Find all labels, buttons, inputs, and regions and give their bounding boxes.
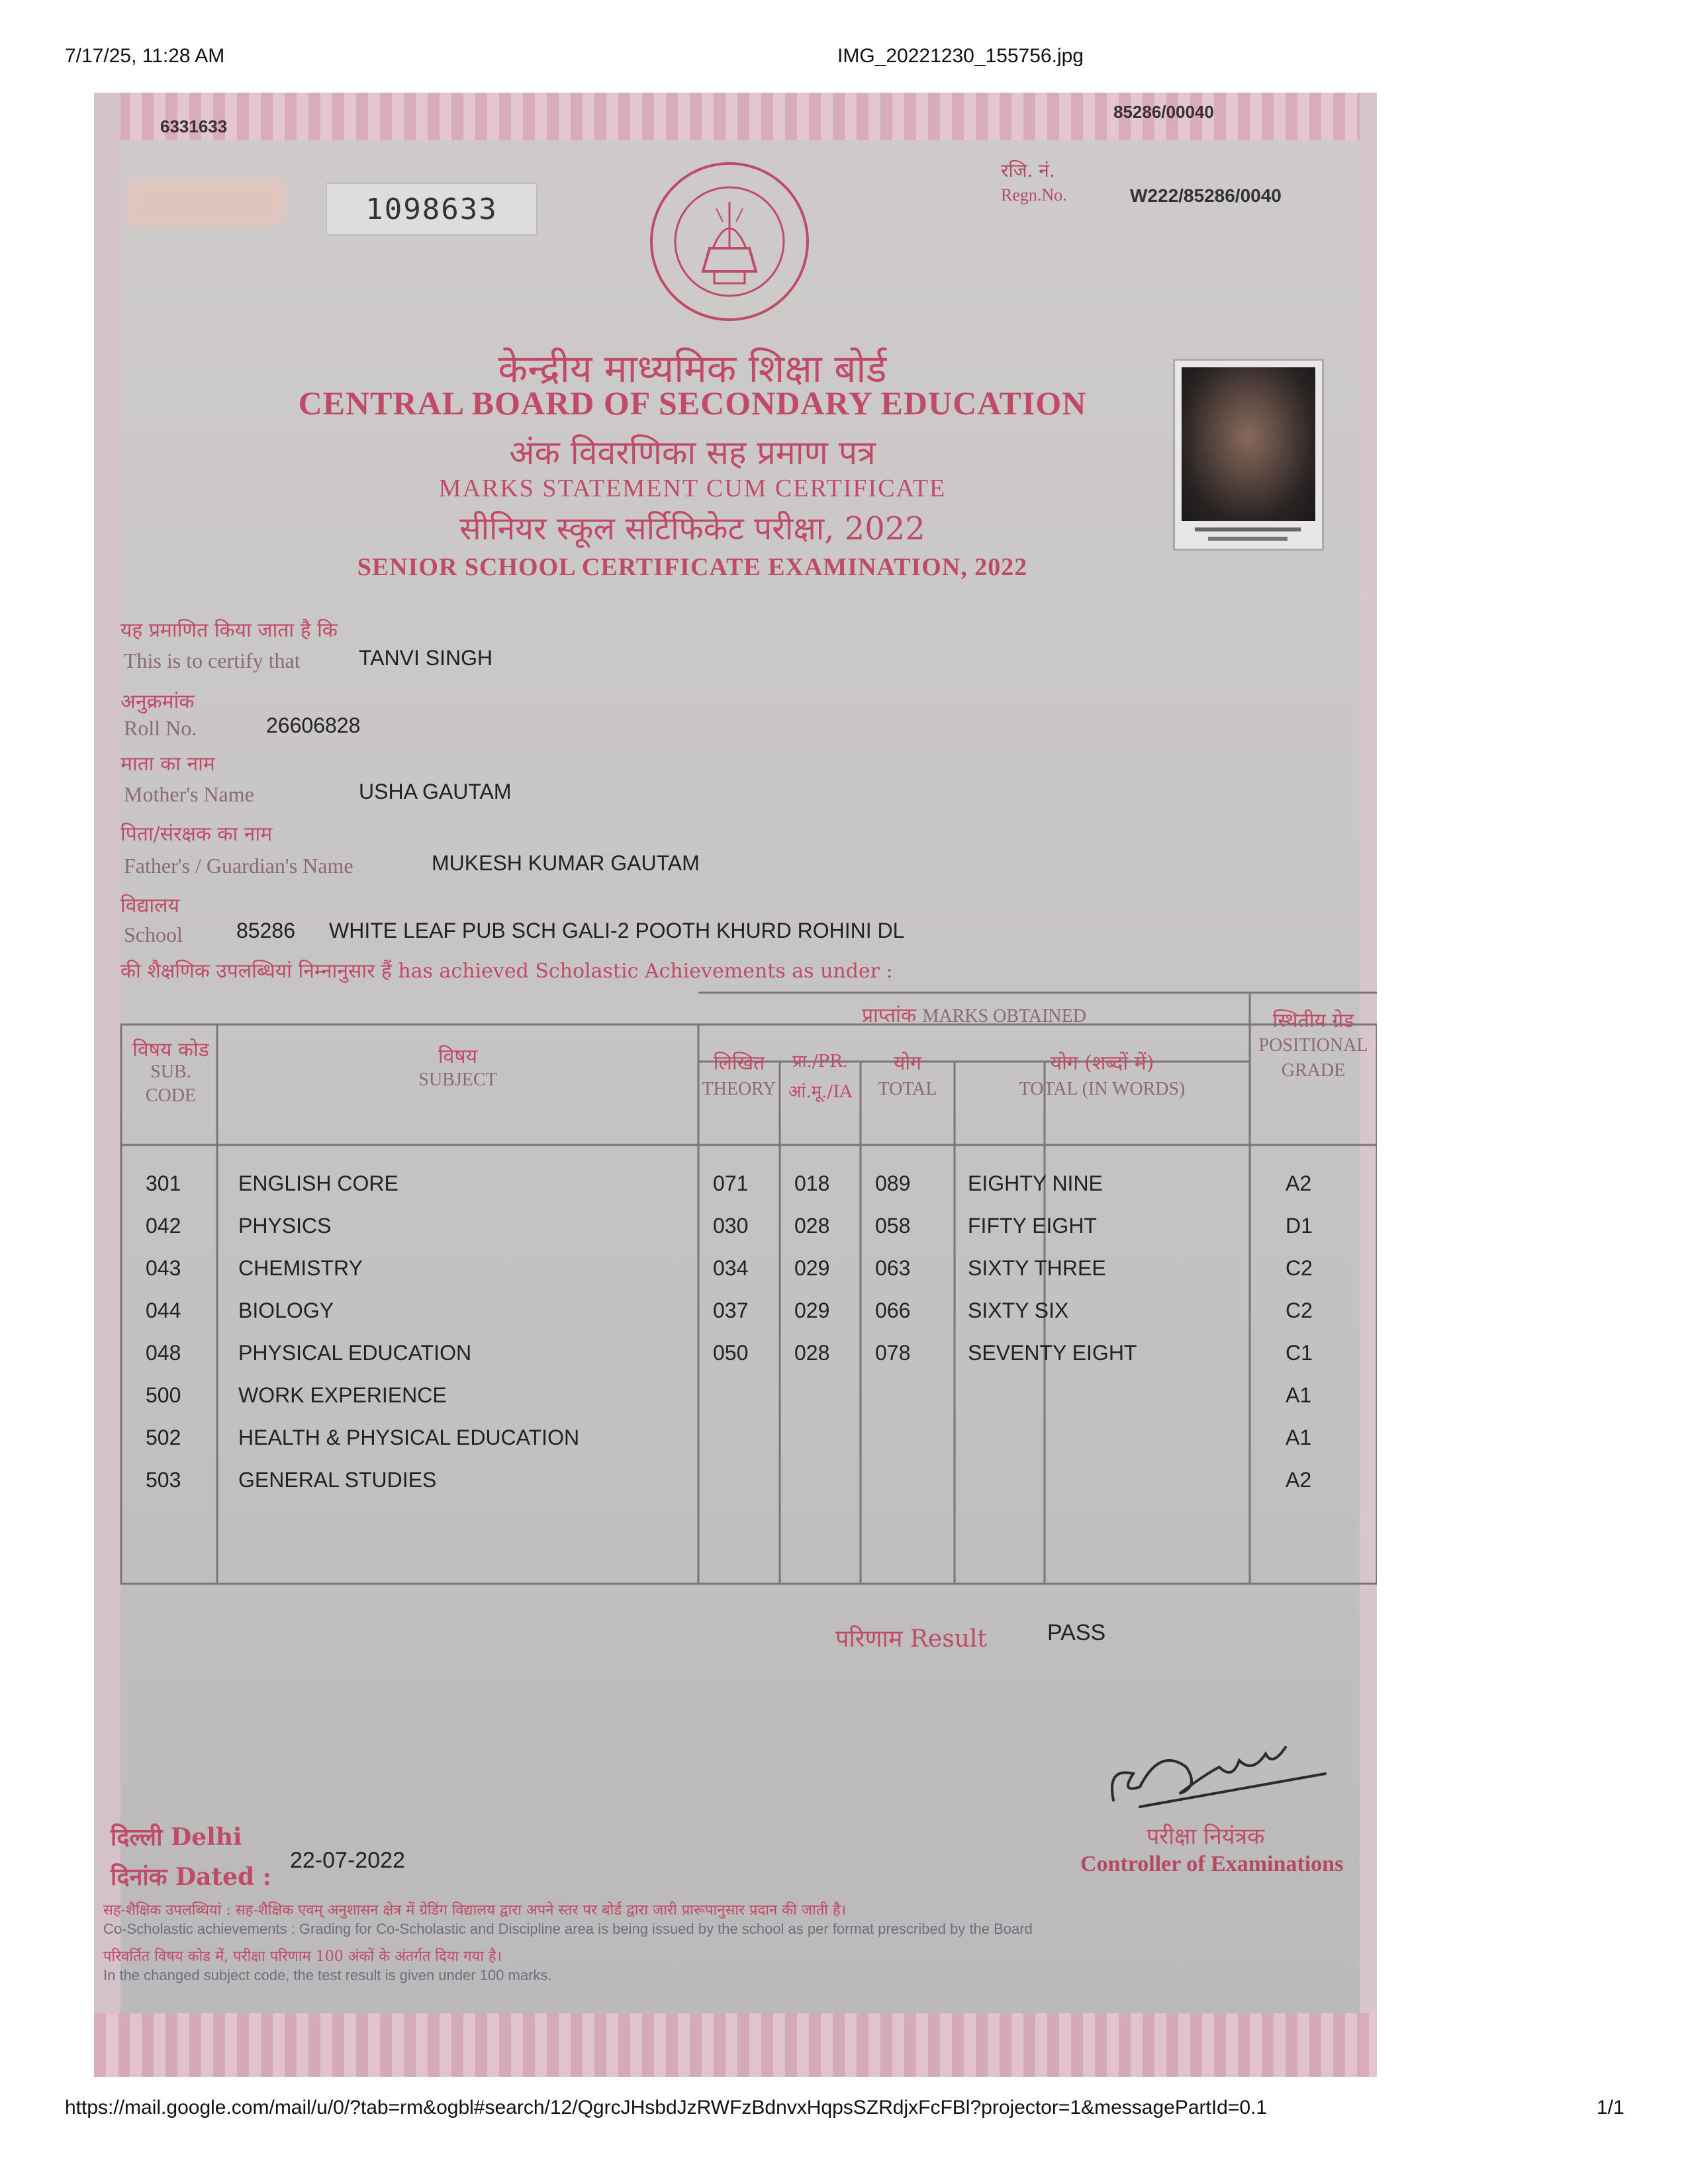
header-practical-line2: आं.मू./IA	[788, 1082, 853, 1102]
subject-code: 042	[146, 1214, 181, 1238]
total-in-words: SIXTY THREE	[968, 1256, 1106, 1280]
total-marks: 058	[875, 1214, 911, 1238]
place: दिल्ली Delhi	[111, 1823, 242, 1851]
print-page-number: 1/1	[1597, 2097, 1624, 2118]
header-code-hindi: विषय कोड	[132, 1038, 209, 1062]
roll-label: Roll No.	[124, 716, 197, 740]
achievements-line: की शैक्षणिक उपलब्धियां निम्नानुसार हैं has achieved Scholastic Achievements as under :	[120, 960, 893, 983]
note-changed-code: In the changed subject code, the test result is given under 100 marks.	[103, 1967, 552, 1983]
header-grade-hindi: स्थितीय ग्रेड	[1272, 1009, 1354, 1032]
note-coscholastic: Co-Scholastic achievements : Grading for Co-Scholastic and Discipline area is being issued by the school as per format prescribed by the Board	[103, 1921, 1033, 1937]
photo-caption-line	[1195, 527, 1301, 531]
positional-grade: C2	[1286, 1298, 1313, 1322]
mother-label: Mother's Name	[124, 782, 254, 806]
serial-number-top-left: 6331633	[160, 116, 228, 136]
positional-grade: C1	[1286, 1341, 1313, 1365]
total-in-words: EIGHTY NINE	[968, 1171, 1103, 1195]
practical-marks: 028	[794, 1214, 830, 1238]
positional-grade: A1	[1286, 1426, 1312, 1449]
subject-code: 043	[146, 1256, 181, 1280]
header-total: TOTAL	[878, 1079, 937, 1099]
header-words-hindi: योग (शब्दों में)	[1050, 1052, 1154, 1075]
school-name: WHITE LEAF PUB SCH GALI-2 POOTH KHURD ROHINI DL	[329, 919, 905, 942]
header-marks-obtained	[698, 1001, 1250, 1028]
positional-grade: A2	[1286, 1468, 1312, 1492]
positional-grade: C2	[1286, 1256, 1313, 1280]
subject-code: 502	[146, 1426, 181, 1449]
candidate-photo	[1173, 359, 1324, 551]
header-marks: MARKS OBTAINED	[922, 1006, 1086, 1026]
date-value: 22-07-2022	[290, 1848, 405, 1873]
serial-number-top-right: 85286/00040	[1113, 102, 1214, 122]
dated-label: दिनांक Dated :	[111, 1863, 271, 1891]
theory-marks: 030	[713, 1214, 749, 1238]
subject-name: GENERAL STUDIES	[238, 1468, 437, 1492]
cbse-emblem-icon	[640, 156, 819, 341]
candidate-name: TANVI SINGH	[359, 646, 493, 670]
subject-name: PHYSICAL EDUCATION	[238, 1341, 472, 1365]
header-theory-hindi: लिखित	[713, 1052, 765, 1075]
subject-name: CHEMISTRY	[238, 1256, 363, 1280]
regn-label-hindi: रजि. नं.	[1001, 159, 1055, 181]
theory-marks: 050	[713, 1341, 749, 1365]
subject-code: 503	[146, 1468, 181, 1492]
subject-code: 301	[146, 1171, 181, 1195]
candidate-portrait	[1182, 367, 1315, 521]
board-name-hindi: केन्द्रीय माध्यमिक शिक्षा बोर्ड	[498, 346, 887, 391]
subject-name: BIOLOGY	[238, 1298, 334, 1322]
father-label: Father's / Guardian's Name	[124, 854, 353, 878]
subject-name: PHYSICS	[238, 1214, 332, 1238]
controller-label-hindi: परीक्षा नियंत्रक	[1147, 1823, 1265, 1850]
header-total-hindi: योग	[893, 1052, 922, 1075]
school-label: School	[124, 923, 183, 946]
note-coscholastic-hindi: सह-शैक्षिक उपलब्धियां : सह-शैक्षिक एवम् अनुशासन क्षेत्र में ग्रेडिंग विद्यालय द्वारा अपने स्तर पर बोर्ड द्वारा जारी प्रारूपानुसार प्रदान की जाती है।	[103, 1902, 846, 1919]
total-marks: 078	[875, 1341, 911, 1365]
header-code-line1: SUB.	[150, 1062, 191, 1082]
subject-code: 048	[146, 1341, 181, 1365]
header-subject-hindi: विषय	[438, 1045, 478, 1068]
subject-code: 500	[146, 1383, 181, 1407]
header-marks-hindi: प्राप्तांक	[862, 1004, 916, 1027]
certificate-number: 1098633	[326, 183, 538, 236]
header-theory: THEORY	[702, 1079, 776, 1099]
regn-number: W222/85286/0040	[1130, 185, 1282, 206]
total-in-words: SEVENTY EIGHT	[968, 1341, 1137, 1365]
print-url: https://mail.google.com/mail/u/0/?tab=rm&ogbl#search/12/QgrcJHsbdJzRWFzBdnvxHqpsSZRdjxFcFBl?projector=1&messagePartId=0.1	[65, 2097, 1268, 2118]
mother-name: USHA GAUTAM	[359, 780, 512, 803]
theory-marks: 071	[713, 1171, 749, 1195]
header-grade-line2: GRADE	[1281, 1060, 1346, 1081]
header-practical-line1: प्रा./PR.	[792, 1052, 848, 1071]
total-marks: 089	[875, 1171, 911, 1195]
print-footer	[0, 2097, 1688, 2123]
subject-name: HEALTH & PHYSICAL EDUCATION	[238, 1426, 580, 1449]
positional-grade: D1	[1286, 1214, 1313, 1238]
total-in-words: FIFTY EIGHT	[968, 1214, 1097, 1238]
mother-label-hindi: माता का नाम	[120, 752, 215, 776]
father-label-hindi: पिता/संरक्षक का नाम	[120, 823, 273, 846]
roll-number: 26606828	[266, 713, 361, 737]
practical-marks: 028	[794, 1341, 830, 1365]
theory-marks: 037	[713, 1298, 749, 1322]
document-type-hindi: अंक विवरणिका सह प्रमाण पत्र	[509, 433, 876, 472]
regn-label: Regn.No.	[1001, 185, 1067, 205]
practical-marks: 018	[794, 1171, 830, 1195]
positional-grade: A2	[1286, 1171, 1312, 1195]
header-grade-line1: POSITIONAL	[1258, 1035, 1368, 1056]
document-type: MARKS STATEMENT CUM CERTIFICATE	[438, 475, 947, 502]
positional-grade: A1	[1286, 1383, 1312, 1407]
header-code-line2: CODE	[145, 1085, 197, 1106]
redacted-area	[127, 179, 286, 225]
photo-caption-line	[1208, 537, 1288, 541]
exam-name: SENIOR SCHOOL CERTIFICATE EXAMINATION, 2022	[357, 553, 1028, 581]
subject-name: ENGLISH CORE	[238, 1171, 399, 1195]
certify-label-hindi: यह प्रमाणित किया जाता है कि	[120, 619, 338, 642]
theory-marks: 034	[713, 1256, 749, 1280]
practical-marks: 029	[794, 1298, 830, 1322]
subject-name: WORK EXPERIENCE	[238, 1383, 447, 1407]
roll-label-hindi: अनुक्रमांक	[120, 690, 195, 713]
controller-label: Controller of Examinations	[1080, 1852, 1344, 1876]
certificate-photo	[94, 93, 1377, 2077]
total-marks: 066	[875, 1298, 911, 1322]
controller-signature-icon	[1100, 1727, 1338, 1820]
header-words: TOTAL (IN WORDS)	[1019, 1079, 1186, 1099]
decorative-border-bottom	[94, 2013, 1377, 2077]
subject-code: 044	[146, 1298, 181, 1322]
school-code: 85286	[236, 919, 295, 942]
print-timestamp: 7/17/25, 11:28 AM	[65, 45, 225, 67]
school-label-hindi: विद्यालय	[120, 894, 179, 917]
print-header	[0, 45, 1688, 71]
result-label: परिणाम Result	[835, 1625, 987, 1653]
practical-marks: 029	[794, 1256, 830, 1280]
father-name: MUKESH KUMAR GAUTAM	[432, 851, 700, 875]
result-value: PASS	[1047, 1620, 1106, 1645]
board-name: CENTRAL BOARD OF SECONDARY EDUCATION	[298, 385, 1087, 422]
print-filename: IMG_20221230_155756.jpg	[837, 45, 1084, 67]
exam-name-hindi: सीनियर स्कूल सर्टिफिकेट परीक्षा, 2022	[459, 510, 925, 547]
note-changed-code-hindi: परिवर्तित विषय कोड में, परीक्षा परिणाम 100 अंकों के अंतर्गत दिया गया है।	[103, 1948, 502, 1965]
total-in-words: SIXTY SIX	[968, 1298, 1069, 1322]
header-subject: SUBJECT	[418, 1069, 497, 1090]
certify-label: This is to certify that	[124, 649, 301, 672]
total-marks: 063	[875, 1256, 911, 1280]
